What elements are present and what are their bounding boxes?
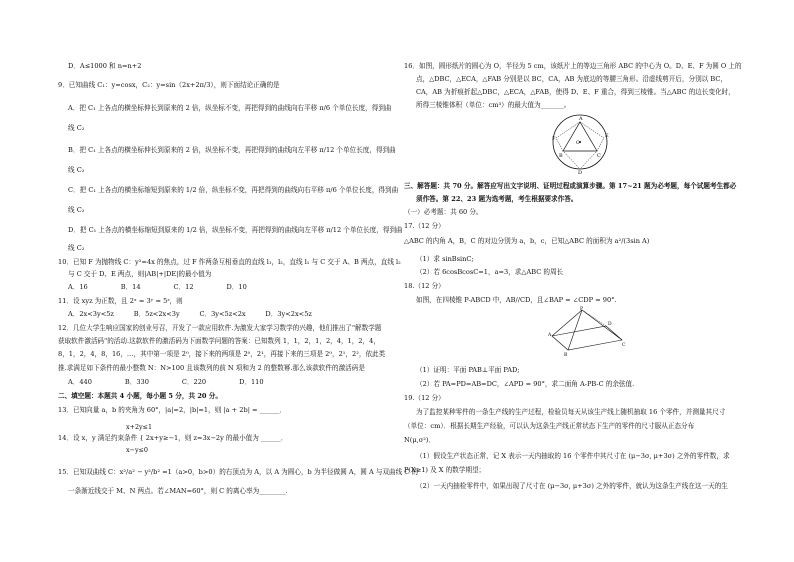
q13: 13．已知向量 a，b 的夹角为 60°，|a|=2，|b|=1，则 |a + 2b| = ______． <box>58 406 287 414</box>
q9-option-b-cont: 线 C₂ <box>68 166 85 174</box>
q16-stem-3: CA，AB 为折痕折起△DBC，△ECA，△FAB，使得 D、E、F 重合，得到三棱锥。当△ABC 的边长变化时， <box>416 88 735 96</box>
q12-stem-4: 推.求满足如下条件的最小整数 N：N>100 且该数列的前 N 项和为 2 的整数幂.那么该款软件的激活码是 <box>58 364 365 372</box>
q8-option-d: D．A≤1000 和 n=n+2 <box>68 62 142 70</box>
required-section-label: （一）必考题：共 60 分。 <box>404 208 483 216</box>
q9-option-b: B．把 C₁ 上各点的横坐标伸长到原来的 2 倍，纵坐标不变，再把得到的曲线向左平移 π/12 个单位长度，得到曲 <box>68 146 396 154</box>
q19-part-2: （2）一天内抽检零件中，如果出现了尺寸在 (μ−3σ, μ+3σ) 之外的零件，就认为这条生产线在这一天的生 <box>416 482 728 490</box>
q19-header: 19.（12 分） <box>404 394 445 402</box>
q10-options: A．16 B．14 C．12 D．10 <box>68 283 247 291</box>
label-c: C <box>597 153 601 159</box>
q9-option-d-cont: 线 C₂ <box>68 244 85 252</box>
label-p: P <box>580 307 584 312</box>
pyramid-figure <box>548 306 626 360</box>
q19-stem-2: （单位：cm）．根据长期生产经验，可以认为这条生产线正常状态下生产的零件的尺寸服从正态分布 <box>404 422 695 430</box>
q16-stem-4: 所得三棱锥体积（单位：cm³）的最大值为_______。 <box>416 101 571 109</box>
q18-part-2: （2）若 PA=PD=AB=DC，∠APD = 90°，求二面角 A-PB-C 的余弦值. <box>416 380 635 388</box>
q9-option-a-cont: 线 C₂ <box>68 124 85 132</box>
triangle-abc <box>563 122 597 151</box>
q10-stem-cont: 与 C 交于 D、E 两点，则|AB|+|DE|的最小值为 <box>68 270 212 278</box>
label-d: D <box>578 170 583 174</box>
section-solve-heading-cont: 须作答。第 22、23 题为选考题，考生根据要求作答。 <box>416 195 578 203</box>
label-f: F <box>552 136 556 142</box>
q11-stem: 11．设 xyz 为正数，且 2ˣ = 3ʸ = 5ᶻ，则 <box>58 297 183 305</box>
base-abcd <box>552 326 622 350</box>
q9-option-d: D．把 C₁ 上各点的横坐标缩短到原来的 1/2 倍，纵坐标不变，再把得到的曲线向左平移 π/12 个单位长度，得到曲 <box>68 226 403 234</box>
label-pd: D <box>608 322 612 327</box>
q19-part-1-cont: P(X≥1) 及 X 的数学期望； <box>404 466 486 474</box>
q9-option-c: C．把 C₁ 上各点的横坐标缩短到原来的 1/2 倍，纵坐标不变，再把得到的曲线向右平移 π/6 个单位长度，得到曲 <box>68 186 399 194</box>
q10-stem: 10．已知 F 为抛物线 C：y²=4x 的焦点，过 F 作两条互相垂直的直线 l₁，l₂，直线 l₁ 与 C 交于 A、B 两点，直线 l₂ <box>58 258 401 266</box>
q12-stem-2: 获取软件激活码"的活动.这款软件的激活码为下面数学问题的答案：已知数列 1，1，2，1，2，4，1，2，4， <box>58 337 380 345</box>
q15-stem: 15．已知双曲线 C：x²/a² − y²/b² =1（a>0，b>0）的右顶点为 A，以 A 为圆心，b 为半径做圆 A，圆 A 与双曲线 C 的 <box>58 468 419 476</box>
edge-pc <box>582 310 622 340</box>
q19-stem-3: N(μ,σ²)． <box>404 436 436 444</box>
q18-stem: 如图，在四棱锥 P-ABCD 中，AB//CD，且∠BAP = ∠CDP = 90°. <box>416 296 617 304</box>
q12-options: A．440 B．330 C．220 D．110 <box>68 378 264 386</box>
q16-stem: 16．如图，圆形纸片的圆心为 O，半径为 5 cm，该纸片上的等边三角形 ABC 的中心为 O。D、E、F 为圆 O 上的 <box>404 62 742 70</box>
label-pa: A <box>548 333 552 338</box>
label-a: A <box>579 116 583 122</box>
q14-constraint-3: x−y≤0 <box>126 446 148 454</box>
q12-stem-3: 8，1，2，4，8，16，…，其中第一项是 2⁰，接下来的两项是 2⁰，2¹，再接下来的三项是 2⁰，2¹，2²，依此类 <box>58 350 386 358</box>
q16-stem-2: 点，△DBC，△ECA，△FAB 分别是以 BC，CA，AB 为底边的等腰三角形。沿虚线剪开后，分别以 BC， <box>416 75 727 83</box>
q9-option-a: A．把 C₁ 上各点的横坐标伸长到原来的 2 倍，纵坐标不变，再把得到的曲线向右平移 π/6 个单位长度，得到曲 <box>68 104 392 112</box>
q17-part-1: （1）求 sinBsinC; <box>416 255 474 263</box>
label-pb: B <box>564 353 568 358</box>
q14-stem: 14．设 x，y 满足约束条件 { 2x+y≥−1，则 z=3x−2y 的最小值为 ______． <box>58 434 288 442</box>
q17-part-2: （2）若 6cosBcosC=1，a=3，求△ABC 的周长 <box>416 268 564 276</box>
label-o: O <box>576 141 580 146</box>
folded-triangle-figure <box>548 110 612 174</box>
q14-constraint-1: x+2y≤1 <box>126 423 153 431</box>
q17-stem: △ABC 的内角 A，B，C 的对边分别为 a，b，c，已知△ABC 的面积为 a²/(3sin A) <box>404 237 650 245</box>
q18-part-1: （1）证明：平面 PAB⊥平面 PAD; <box>416 366 520 374</box>
q9-stem: 9．已知曲线 C₁：y=cosx，C₂：y=sin（2x+2π/3），则下面结论正确的是 <box>58 81 280 89</box>
section-solve-heading: 三、解答题：共 70 分。解答应写出文字说明、证明过程或演算步骤。第 17~21 题为必考题，每个试题考生都必 <box>404 182 737 190</box>
q18-header: 18.（12 分） <box>404 282 445 290</box>
cut-lines <box>556 122 604 169</box>
q17-header: 17.（12 分） <box>404 222 445 230</box>
q15-stem-cont: 一条渐近线交于 M、N 两点。若∠MAN=60°，则 C 的离心率为________. <box>68 487 288 495</box>
section-fill-in-heading: 二、填空题：本题共 4 小题，每小题 5 分，共 20 分。 <box>58 392 222 400</box>
label-b: B <box>559 153 563 159</box>
q9-option-c-cont: 线 C₂ <box>68 206 85 214</box>
q11-options: A．2x<3y<5z B．5z<2x<3y C．3y<5z<2x D．3y<2x<5z <box>68 310 312 318</box>
q19-part-1: （1）假设生产状态正常，记 X 表示一天内抽取的 16 个零件中其尺寸在 (μ−3σ, μ+3σ) 之外的零件数，求 <box>416 452 730 460</box>
label-pc: C <box>622 343 626 348</box>
q12-stem: 12．几位大学生响应国家的创业号召，开发了一款应用软件.为激发大家学习数学的兴趣，他们推出了"解数学题 <box>58 324 382 332</box>
label-e: E <box>605 133 609 139</box>
q19-stem: 为了监控某种零件的一条生产线的生产过程，检验员每天从该生产线上随机抽取 16 个零件，并测量其尺寸 <box>416 408 726 416</box>
